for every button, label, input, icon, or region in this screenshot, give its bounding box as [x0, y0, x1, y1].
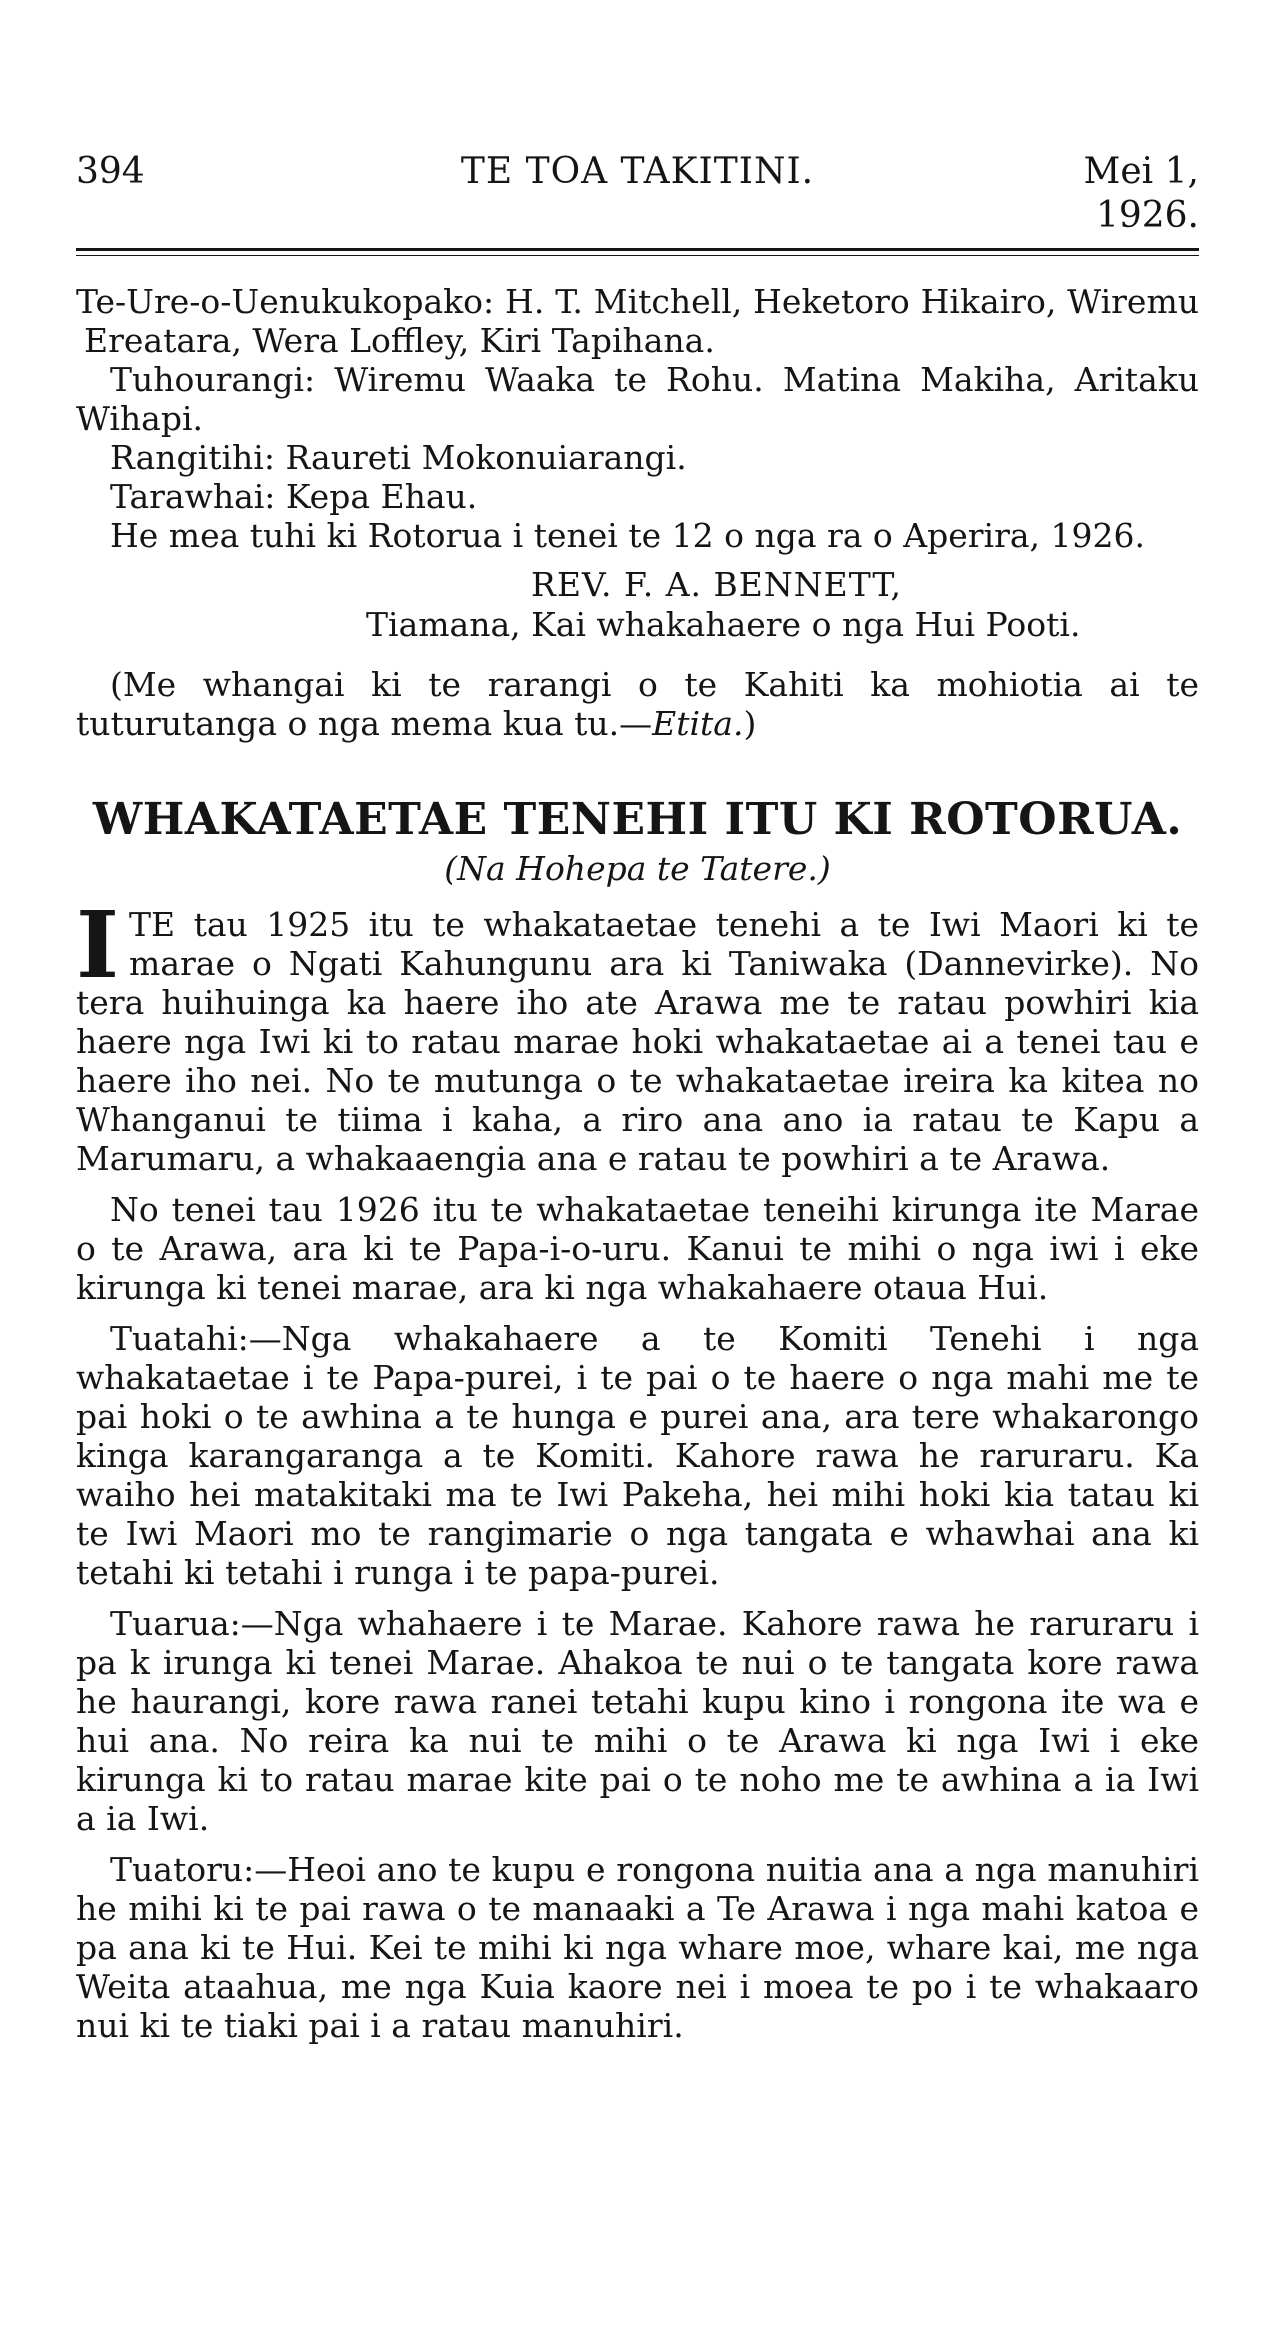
header-rule-thick	[76, 248, 1199, 251]
page-number: 394	[76, 151, 145, 192]
issue-date: Mei 1, 1926.	[1083, 151, 1199, 236]
committee-entry: Tuhourangi: Wiremu Waaka te Rohu. Matina Makiha, Aritaku Wihapi.	[76, 360, 1199, 438]
article-byline: (Na Hohepa te Tatere.)	[444, 849, 831, 888]
committee-list	[76, 282, 1199, 555]
signature-role: Tiamana, Kai whakahaere o nga Hui Pooti.	[366, 605, 1081, 644]
committee-entry: Rangitihi: Raureti Mokonuiarangi.	[110, 438, 687, 477]
article-title: WHAKATAETAE TENEHI ITU KI ROTORUA.	[92, 794, 1183, 845]
article-paragraph: Tuarua:—Nga whahaere i te Marae. Kahore rawa he raruraru i pa k irunga ki tenei Marae. Ahakoa te nui o te tangata kore rawa he haurangi, kore rawa ranei tetahi kupu kino i rongona ite wa e hui ana. No reira ka nui te mihi o te Arawa ki nga Iwi i eke kirunga ki to ratau marae kite pai o te noho me te awhina a ia Iwi a ia Iwi.	[76, 1604, 1199, 1838]
running-header	[76, 150, 1199, 246]
header-rule-thin	[76, 255, 1199, 256]
article-paragraph: No tenei tau 1926 itu te whakataetae teneihi kirunga ite Marae o te Arawa, ara ki te Papa-i-o-uru. Kanui te mihi o nga iwi i eke kirunga ki tenei marae, ara ki nga whakahaere otaua Hui.	[76, 1190, 1199, 1307]
article-paragraph-text: TE tau 1925 itu te whakataetae tenehi a te Iwi Maori ki te marae o Ngati Kahungunu ara ki Taniwaka (Dannevirke). No tera huihuinga ka haere iho ate Arawa me te ratau powhiri kia haere nga Iwi ki to ratau marae hoki whakataetae ai a tenei tau e haere iho nei. No te mutunga o te whakataetae ireira ka kitea no Whanganui te tiima i kaha, a riro ana ano ia ratau te Kapu a Marumaru, a whakaaengia ana e ratau te powhiri a te Arawa.	[76, 905, 1199, 1178]
committee-entry: Te-Ure-o-Uenukukopako: H. T. Mitchell, Heketoro Hikairo, Wiremu Ereatara, Wera Loffley, Kiri Tapihana.	[76, 282, 1199, 360]
article-paragraph: Tuatoru:—Heoi ano te kupu e rongona nuitia ana a nga manuhiri he mihi ki te pai rawa o te manaaki a Te Arawa i nga mahi katoa e pa ana ki te Hui. Kei te mihi ki nga whare moe, whare kai, me nga Weita ataahua, me nga Kuia kaore nei i moea te po i te whakaaro nui ki te tiaki pai i a ratau manuhiri.	[76, 1850, 1199, 2045]
article-paragraph	[76, 891, 1199, 1178]
dated-line: He mea tuhi ki Rotorua i tenei te 12 o nga ra o Aperira, 1926.	[110, 516, 1146, 555]
committee-entry: Tarawhai: Kepa Ehau.	[110, 477, 478, 516]
signature-block	[76, 565, 1199, 645]
signature-name: REV. F. A. BENNETT,	[531, 565, 902, 604]
article-paragraph: Tuatahi:—Nga whakahaere a te Komiti Tenehi i nga whakataetae i te Papa-purei, i te pai o te haere o nga mahi me te pai hoki o te awhina a te hunga e purei ana, ara tere whakarongo kinga karangaranga a te Komiti. Kahore rawa he raruraru. Ka waiho hei matakitaki ma te Iwi Pakeha, hei mihi hoki kia tatau ki te Iwi Maori mo te rangimarie o nga tangata e whawhai ana ki tetahi ki tetahi i runga i te papa-purei.	[76, 1319, 1199, 1592]
editor-note	[76, 665, 1199, 743]
editor-note-text: (Me whangai ki te rarangi o te Kahiti ka mohiotia ai te tuturutanga o nga mema kua tu.—	[76, 665, 1199, 743]
editor-note-close: )	[743, 704, 757, 743]
journal-title: TE TOA TAKITINI.	[460, 151, 815, 192]
page	[76, 150, 1199, 2045]
editor-note-signoff: Etita.	[652, 704, 744, 743]
drop-cap: I	[76, 891, 120, 999]
